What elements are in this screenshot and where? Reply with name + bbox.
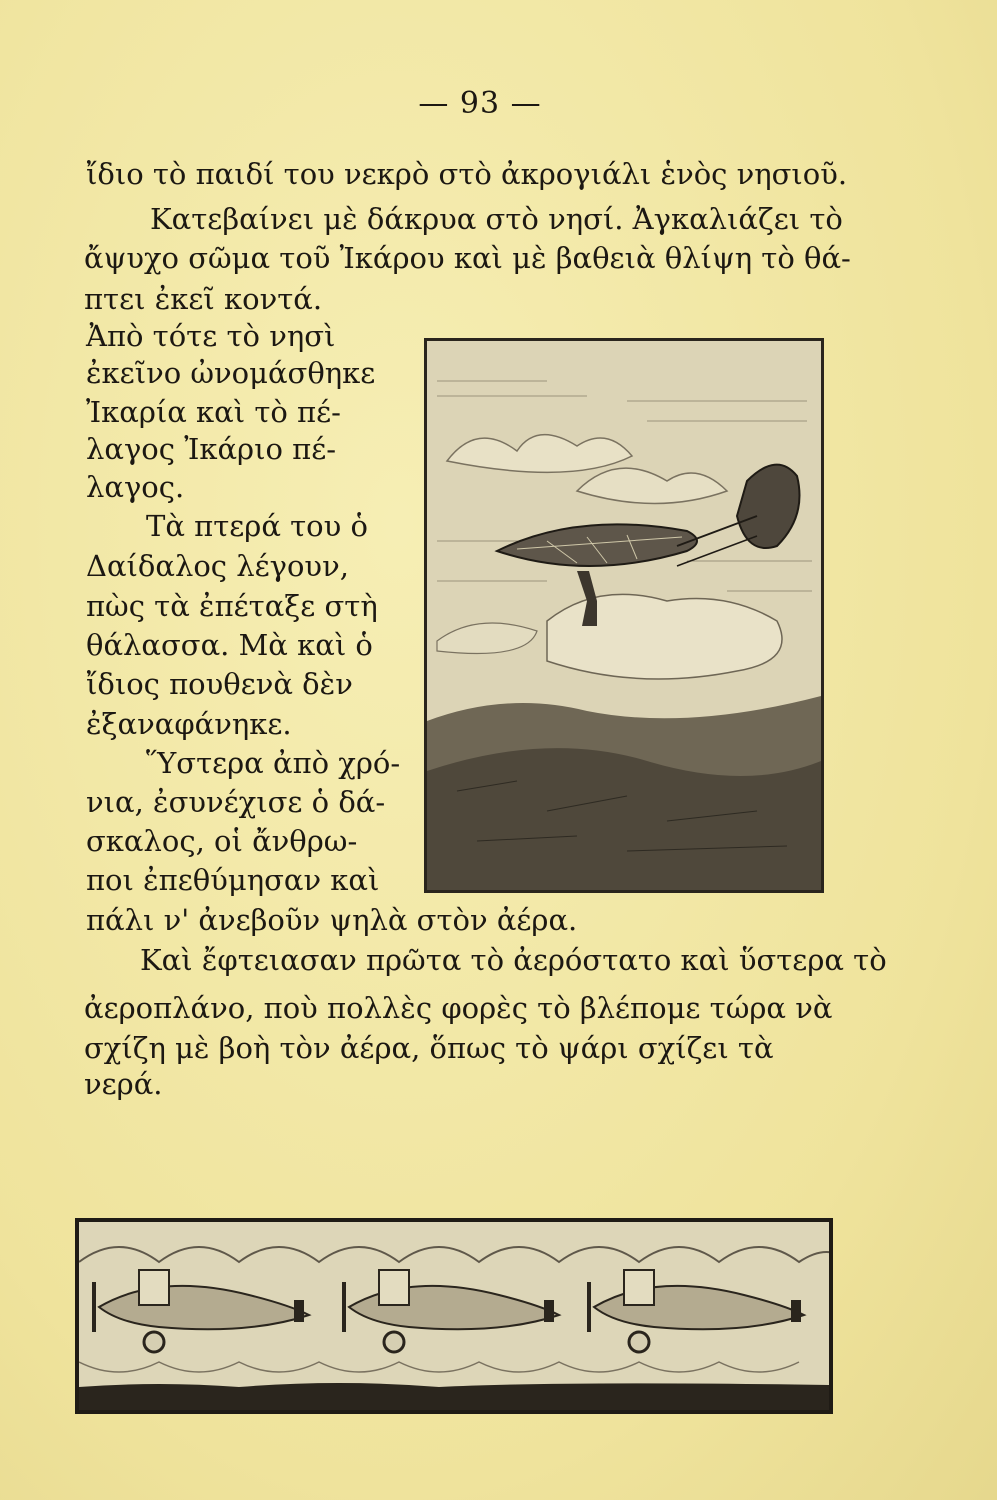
text-line: λαγος. <box>86 470 185 504</box>
text-line: νια, ἐσυνέχισε ὁ δά- <box>86 785 386 819</box>
text-line: Ὕστερα ἀπὸ χρό- <box>146 746 401 780</box>
text-line: θάλασσα. Μὰ καὶ ὁ <box>86 628 373 662</box>
text-line: σκαλος, οἱ ἄνθρω- <box>86 824 358 858</box>
airplanes-illustration <box>75 1218 833 1414</box>
glider-illustration <box>424 338 824 893</box>
text-line: Ἀπὸ τότε τὸ νησὶ <box>86 319 336 353</box>
text-line: ἐξαναφάνηκε. <box>86 707 292 741</box>
text-line: Ἰκαρία καὶ τὸ πέ- <box>86 395 341 429</box>
text-line: ποι ἐπεθύμησαν καὶ <box>86 863 380 897</box>
text-line: Καὶ ἔφτειασαν πρῶτα τὸ ἀερόστατο καὶ ὕστερα τὸ <box>140 943 887 977</box>
text-line: ἴδιος πουθενὰ δὲν <box>86 667 353 701</box>
text-line: λαγος Ἰκάριο πέ- <box>86 432 337 466</box>
text-line: ἀεροπλάνο, ποὺ πολλὲς φορὲς τὸ βλέπομε τώρα νὰ <box>84 991 833 1025</box>
text-line: σχίζη μὲ βοὴ τὸν ἀέρα, ὅπως τὸ ψάρι σχίζει τὰ <box>84 1031 774 1065</box>
text-line: νερά. <box>84 1067 163 1101</box>
text-line: πὼς τὰ ἐπέταξε στὴ <box>86 589 378 623</box>
text-line: ἴδιο τὸ παιδί του νεκρὸ στὸ ἀκρογιάλι ἑνὸς νησιοῦ. <box>86 157 848 191</box>
text-line: Κατεβαίνει μὲ δάκρυα στὸ νησί. Ἀγκαλιάζει τὸ <box>150 202 843 236</box>
text-line: Τὰ πτερά του ὁ <box>146 509 368 543</box>
text-line: Δαίδαλος λέγουν, <box>86 549 349 583</box>
page-number: — 93 — <box>418 86 542 121</box>
text-line: πάλι ν' ἀνεβοῦν ψηλὰ στὸν ἀέρα. <box>86 903 578 937</box>
text-line: πτει ἐκεῖ κοντά. <box>84 282 323 316</box>
text-line: ἐκεῖνο ὠνομάσθηκε <box>86 356 376 390</box>
text-line: ἄψυχο σῶμα τοῦ Ἰκάρου καὶ μὲ βαθειὰ θλίψη τὸ θά- <box>84 241 851 275</box>
